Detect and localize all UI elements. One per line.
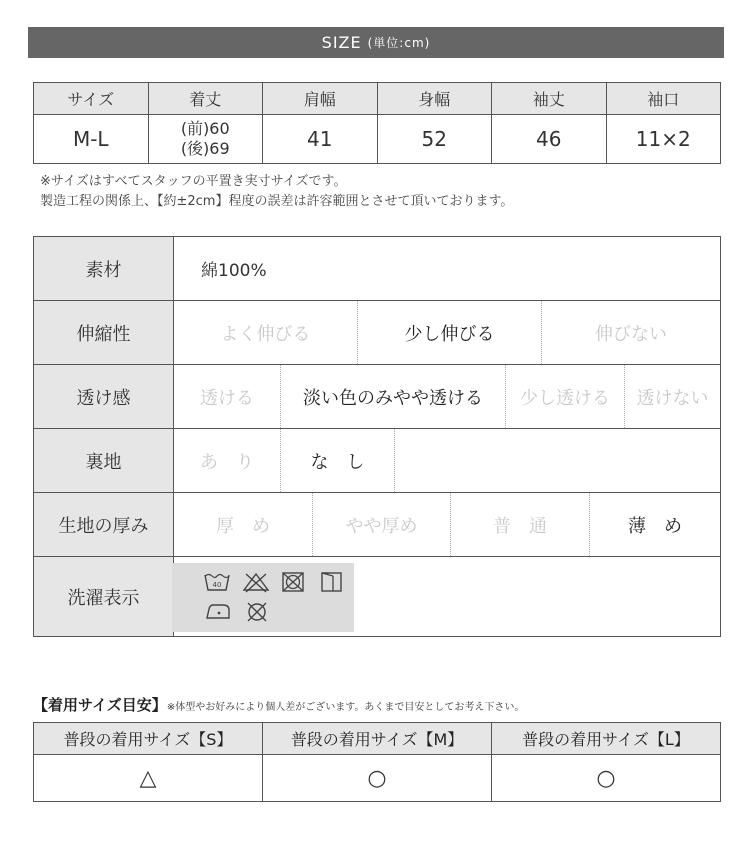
thickness-option-slightly-thick: やや厚め	[313, 493, 451, 556]
length-value	[148, 115, 263, 164]
header-shoulder: 肩幅	[263, 83, 378, 115]
size-table-header-row	[34, 83, 721, 115]
fit-mark-l: ○	[492, 755, 721, 802]
iron-low-icon	[203, 600, 233, 622]
header-sleeve: 袖丈	[492, 83, 607, 115]
size-note-2: 製造工程の関係上、【約±2cm】程度の誤差は許容範囲とさせて頂いております。	[40, 194, 514, 209]
size-value: M-L	[34, 115, 149, 164]
fabric-label: 素材	[34, 237, 174, 300]
lining-option-yes: あ り	[174, 429, 281, 492]
length-back: (後)69	[180, 139, 230, 158]
stretch-label: 伸縮性	[34, 301, 174, 364]
fabric-value: 綿100%	[201, 261, 267, 281]
body-width-value: 52	[377, 115, 492, 164]
wash-40-icon	[203, 571, 231, 593]
fit-table-row	[34, 755, 721, 802]
lining-option-no: な し	[281, 429, 395, 492]
size-table-row	[34, 115, 721, 164]
fit-table-header-row	[34, 723, 721, 755]
stretch-row	[34, 300, 720, 364]
shoulder-value: 41	[263, 115, 378, 164]
fit-mark-s: △	[34, 755, 263, 802]
thickness-option-thick: 厚 め	[174, 493, 313, 556]
stretch-option-slight: 少し伸びる	[358, 301, 542, 364]
fabric-row	[34, 237, 720, 300]
fit-header-s: 普段の着用サイズ【S】	[34, 723, 263, 755]
sheer-option-slight: 少し透ける	[506, 365, 625, 428]
header-cuff: 袖口	[606, 83, 721, 115]
thickness-option-normal: 普 通	[451, 493, 590, 556]
wash-temp: 40	[212, 581, 222, 589]
thickness-row	[34, 492, 720, 556]
fit-header-m: 普段の着用サイズ【M】	[263, 723, 492, 755]
lining-empty-cell	[395, 429, 720, 492]
material-table	[33, 236, 721, 637]
size-unit: (単位:cm)	[367, 36, 431, 50]
sheer-row	[34, 364, 720, 428]
size-table	[33, 82, 721, 164]
stretch-option-high: よく伸びる	[174, 301, 358, 364]
care-label: 洗濯表示	[34, 557, 174, 636]
fit-guide-title: 【着用サイズ目安】	[33, 696, 167, 714]
fit-table	[33, 722, 721, 802]
no-dry-clean-icon	[244, 599, 270, 625]
lining-label: 裏地	[34, 429, 174, 492]
sheer-label: 透け感	[34, 365, 174, 428]
care-row	[34, 556, 720, 636]
care-icons-panel	[172, 563, 354, 632]
length-front: (前)60	[180, 119, 230, 138]
size-note-1: ※サイズはすべてスタッフの平置き実寸サイズです。	[40, 174, 347, 189]
header-length: 着丈	[148, 83, 263, 115]
fit-guide-heading	[33, 694, 524, 715]
sheer-option-light-colors: 淡い色のみやや透ける	[281, 365, 506, 428]
sleeve-value: 46	[492, 115, 607, 164]
header-body-width: 身幅	[377, 83, 492, 115]
sheer-option-none: 透けない	[636, 387, 709, 409]
line-dry-shade-icon	[320, 570, 344, 594]
thickness-option-thin: 薄 め	[628, 515, 682, 537]
lining-row	[34, 428, 720, 492]
no-bleach-icon	[242, 571, 270, 593]
cuff-value: 11×2	[606, 115, 721, 164]
no-tumble-dry-icon	[280, 570, 306, 594]
thickness-label: 生地の厚み	[34, 493, 174, 556]
fit-guide-note: ※体型やお好みにより個人差がございます。あくまで目安としてお考え下さい。	[166, 702, 525, 713]
header-size: サイズ	[34, 83, 149, 115]
fit-mark-m: ○	[263, 755, 492, 802]
size-title: SIZE	[321, 33, 362, 52]
sheer-option-sheer: 透ける	[174, 365, 281, 428]
fit-header-l: 普段の着用サイズ【L】	[492, 723, 721, 755]
stretch-option-none: 伸びない	[595, 323, 667, 345]
size-banner	[28, 27, 724, 58]
